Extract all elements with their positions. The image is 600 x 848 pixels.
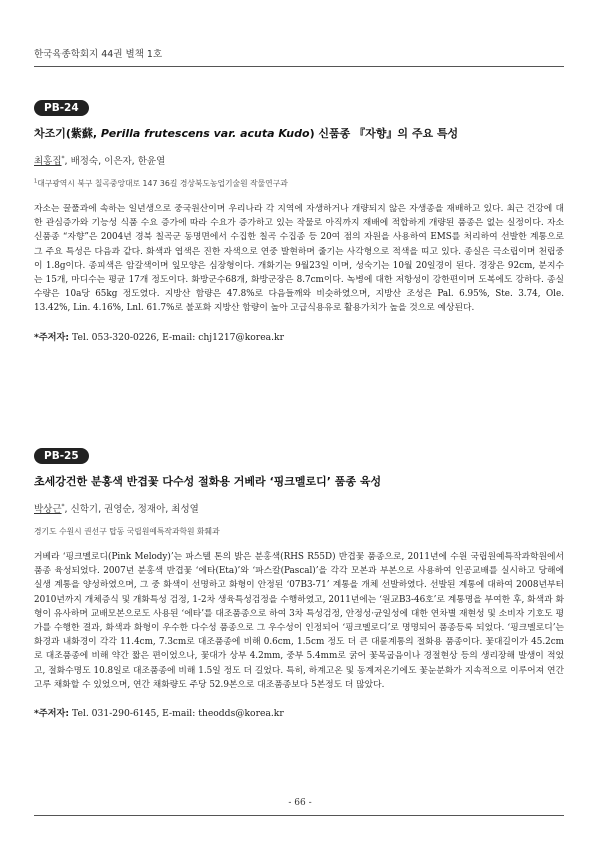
- abstract-title: [34, 473, 564, 489]
- contact-line: [34, 705, 564, 719]
- author-list: [34, 153, 564, 167]
- affiliation-text: 대구광역시 북구 칠곡중앙대로 147 36길 경상북도농업기술원 작물연구과: [37, 179, 288, 188]
- corresponding-mark: *: [61, 502, 65, 510]
- author-list: [34, 501, 564, 515]
- first-author: 최홍집: [34, 156, 62, 167]
- first-author: 박상근: [34, 504, 62, 515]
- co-authors: , 신학기, 권영순, 정재아, 최성열: [64, 504, 199, 515]
- affiliation-text: 경기도 수원시 권선구 탑동 국립원예특작과학원 화훼과: [34, 527, 220, 536]
- co-authors: , 배정숙, 이은자, 한윤열: [64, 156, 166, 167]
- abstract-pb-25: [34, 444, 564, 719]
- abstract-body: 거베라 ‘핑크멜로디(Pink Melody)’는 파스텔 톤의 밝은 분홍색(RHS R55D) 반겹꽃 품종으로, 2011년에 수원 국립원예특작과학원에서 품종 육성되었다. 2007년 분홍색 반겹꽃 ‘에타(Eta)’와 ‘파스칼(Pascal)’을 각각 모본과 부본으로 사용하여 인공교배를 실시하고 당해에 실생 계통을 양성하였으며, 그 중 화색이 선명하고 화형이 안정된 ‘07B3-71’ 계통을 개체 선발하였다. 선발된 계통에 대하여 2008년부터 2010년까지 개체증식 및 개화특성 검정, 1-2차 생육특성검정을 수행하였고, 2011년에는 ‘원교B3-46호’로 계통명을 부여한 후, 화색과 화형이 유사하며 교배모본으로도 사용된 ‘에타’를 대조품종으로 하여 3차 특성검정, 안정성·균일성에 대한 연차별 재현성 및 소비자 기호도 평가를 수행한 결과, 화색과 화형이 우수한 다수성 품종으로 그 우수성이 인정되어 ‘핑크멜로디’로 명명되어 품종등록 되었다. ‘핑크멜로디’는 화경과 내화경이 각각 11.4cm, 7.3cm로 대조품종에 비해 0.6cm, 1.5cm 정도 더 큰 대륜계통의 절화용 품종이다. 꽃대길이가 45.2cm로 대조품종에 비해 약간 짧은 편이었으나, 꽃대가 상부 4.2mm, 중부 5.4mm로 굵어 꽃목굽음이나 경절현상 등의 생리장해 발생이 적었고, 절화수명도 10.8일로 대조품종에 비해 1.5일 정도 더 길었다. 특히, 하계고온 및 동계저온기에도 꽃눈분화가 지속적으로 이루어져 연간 고루 채화할 수 있었으며, 연간 채화량도 주당 52.9본으로 대조품종보다 5본정도 더 많았다.: [34, 552, 564, 690]
- abstract-pb-24: [34, 96, 564, 343]
- contact-details: Tel. 031-290-6145, E-mail: theodds@korea.kr: [69, 708, 284, 720]
- affiliation: [34, 178, 564, 189]
- contact-label: *주저자:: [34, 331, 70, 343]
- title-scientific-name: Perilla frutescens var. acuta Kudo: [100, 127, 310, 140]
- affiliation: [34, 526, 564, 537]
- journal-header: 한국육종학회지 44권 별책 1호: [34, 49, 163, 60]
- affiliation-mark: 1: [34, 178, 38, 185]
- contact-details: Tel. 053-320-0226, E-mail: chj1217@korea.kr: [69, 331, 284, 343]
- abstract-code-badge: PB-24: [34, 100, 89, 116]
- title-part: 초세강건한 분홍색 반겹꽃 다수성 절화용 거베라 ‘핑크멜로디’ 품종 육성: [34, 475, 382, 488]
- footer-rule: [34, 815, 564, 816]
- abstract-title: [34, 125, 564, 141]
- abstract-body: 자소는 꿀풀과에 속하는 일년생으로 중국원산이며 우리나라 각 지역에 자생하거나 개량되지 않은 자생종을 재배하고 있다. 최근 건강에 대한 관심증가와 기능성 식품 수요 증가에 따라 수요가 증가하고 있는 작물로 아직까지 재배에 적합하게 개량된 품종은 없는 실정이다. 자소 신품종 “자향”은 2004년 경북 칠곡군 동명면에서 수집한 칠곡 수집종 등 20여 점의 자원을 사용하여 EMS를 처리하여 선발한 계통으로 그 주요 특성은 다음과 같다. 화색과 엽색은 진한 자색으로 연중 발현하며 줄기는 사각형으로 적색을 띠고 있다. 종실은 극소립이며 천립중이 1.8g이다. 종피색은 암갈색이며 잎모양은 심장형이다. 개화기는 9월23일 이며, 성숙기는 10월 20일경이 된다. 경장은 92cm, 분지수는 15개, 마디수는 평균 17개 정도이다. 화방군수68개, 화방군장은 8.7cm이다. 녹병에 대한 저항성이 강한편이며 도복에도 강하다. 종실수량은 10a당 65kg 정도였다. 지방산 함량은 47.8%로 다음들깨와 비슷하였으며, 지방산 조성은 Pal. 6.95%, Ste. 3.74, Ole. 13.42%, Lin. 4.16%, Lnl. 61.7%로 불포화 지방산 함량이 높아 고급식용유로 활용가치가 높을 것으로 예상된다.: [34, 204, 564, 314]
- header-rule: [34, 66, 564, 67]
- corresponding-mark: *: [61, 154, 65, 162]
- page-number: - 66 -: [288, 798, 312, 808]
- contact-line: [34, 329, 564, 343]
- contact-label: *주저자:: [34, 708, 70, 720]
- title-part: 차조기(紫蘇,: [34, 127, 101, 140]
- title-part: ) 신품종 『자향』의 주요 특성: [309, 127, 459, 140]
- abstract-code-badge: PB-25: [34, 448, 89, 464]
